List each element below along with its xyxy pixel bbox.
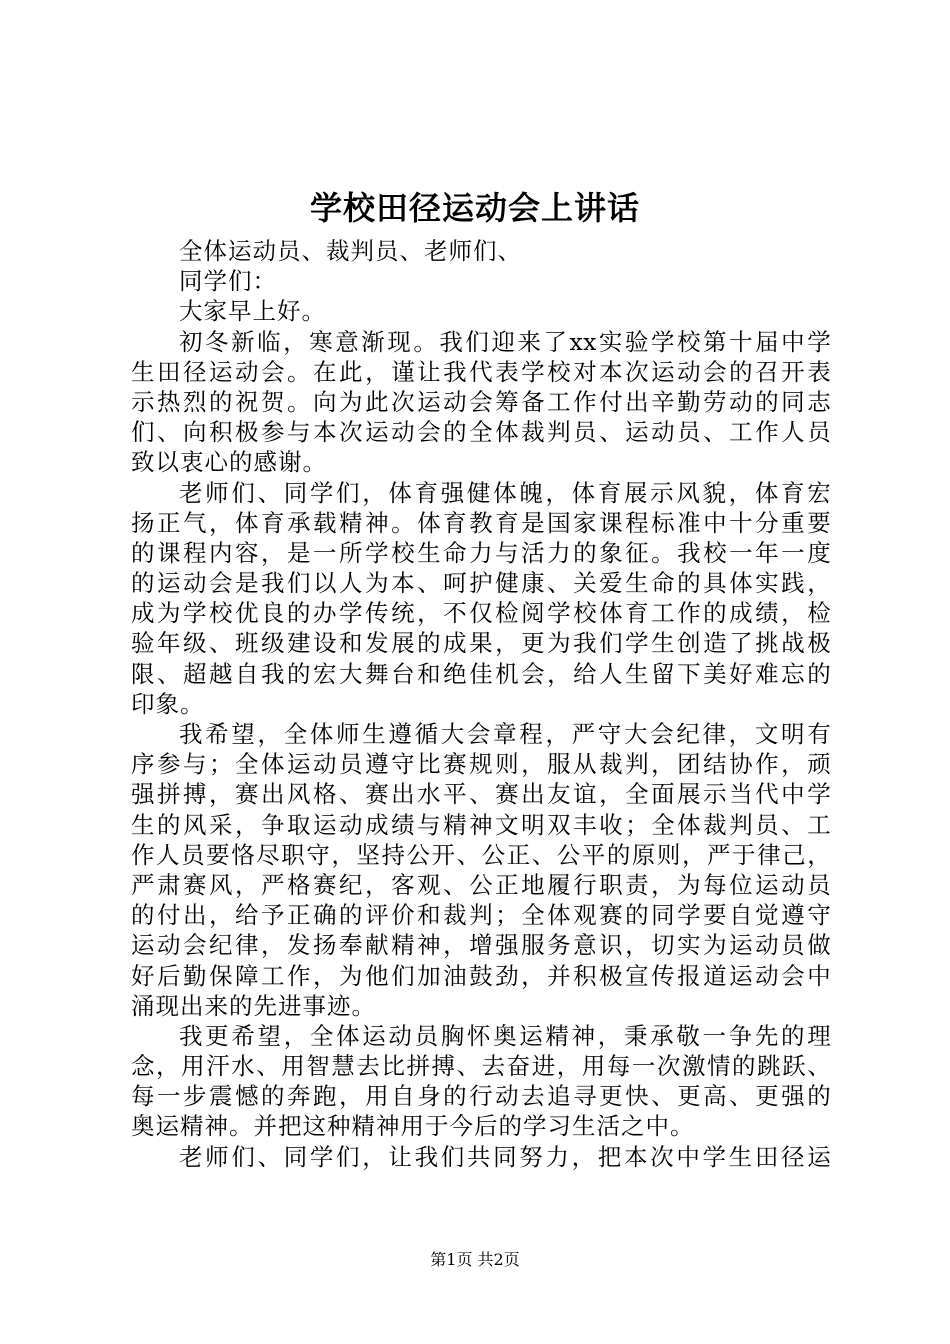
paragraph-line: 生的风采，争取运动成绩与精神文明双丰收；全体裁判员、工 [131,810,831,839]
paragraph-line: 的付出，给予正确的评价和裁判；全体观赛的同学要自觉遵守 [131,901,831,930]
paragraph-line: 示热烈的祝贺。向为此次运动会筹备工作付出辛勤劳动的同志 [131,387,831,416]
paragraph-line: 初冬新临，寒意渐现。我们迎来了xx实验学校第十届中学 [179,327,831,356]
paragraph-line: 致以衷心的感谢。 [131,448,327,477]
paragraph-line: 们、向积极参与本次运动会的全体裁判员、运动员、工作人员 [131,418,831,447]
paragraph-line: 运动会纪律，发扬奉献精神，增强服务意识，切实为运动员做 [131,931,831,960]
document-body [131,236,831,1172]
paragraph-line: 严肃赛风，严格赛纪，客观、公正地履行职责，为每位运动员 [131,870,831,899]
paragraph-line: 我更希望，全体运动员胸怀奥运精神，秉承敬一争先的理 [179,1021,831,1050]
paragraph-line: 限、超越自我的宏大舞台和绝佳机会，给人生留下美好难忘的 [131,659,831,688]
paragraph-line: 印象。 [131,689,205,718]
paragraph-line: 的课程内容，是一所学校生命力与活力的象征。我校一年一度 [131,538,831,567]
paragraph-line: 每一步震憾的奔跑，用自身的行动去追寻更快、更高、更强的 [131,1082,831,1111]
paragraph-line: 扬正气，体育承载精神。体育教育是国家课程标准中十分重要 [131,508,831,537]
paragraph-line: 作人员要恪尽职守，坚持公开、公正、公平的原则，严于律己， [131,840,831,869]
document-title: 学校田径运动会上讲话 [309,189,640,227]
paragraph-line: 涌现出来的先进事迹。 [131,991,376,1020]
paragraph-line: 我希望，全体师生遵循大会章程，严守大会纪律，文明有 [179,720,831,748]
greeting-line: 大家早上好。 [179,297,326,326]
page-number-footer: 第1页 共2页 [430,1250,520,1269]
paragraph-line: 好后勤保障工作，为他们加油鼓劲，并积极宣传报道运动会中 [131,961,831,990]
paragraph-line: 序参与；全体运动员遵守比赛规则，服从裁判，团结协作，顽 [131,750,831,779]
paragraph-line: 验年级、班级建设和发展的成果，更为我们学生创造了挑战极 [131,629,831,658]
paragraph-line: 念，用汗水、用智慧去比拼搏、去奋进，用每一次激情的跳跃、 [131,1052,831,1081]
salutation-line-2: 同学们： [179,267,277,296]
paragraph-line: 强拼搏，赛出风格、赛出水平、赛出友谊，全面展示当代中学 [131,780,831,809]
paragraph-line: 老师们、同学们，让我们共同努力，把本次中学生田径运 [179,1142,831,1171]
paragraph-line: 成为学校优良的办学传统，不仅检阅学校体育工作的成绩，检 [131,599,831,628]
salutation-line-1: 全体运动员、裁判员、老师们、 [179,237,522,265]
paragraph-line: 老师们、同学们，体育强健体魄，体育展示风貌，体育宏 [179,478,831,507]
paragraph-line: 生田径运动会。在此，谨让我代表学校对本次运动会的召开表 [131,357,831,386]
paragraph-line: 奥运精神。并把这种精神用于今后的学习生活之中。 [131,1112,695,1141]
paragraph-line: 的运动会是我们以人为本、呵护健康、关爱生命的具体实践， [131,569,831,598]
